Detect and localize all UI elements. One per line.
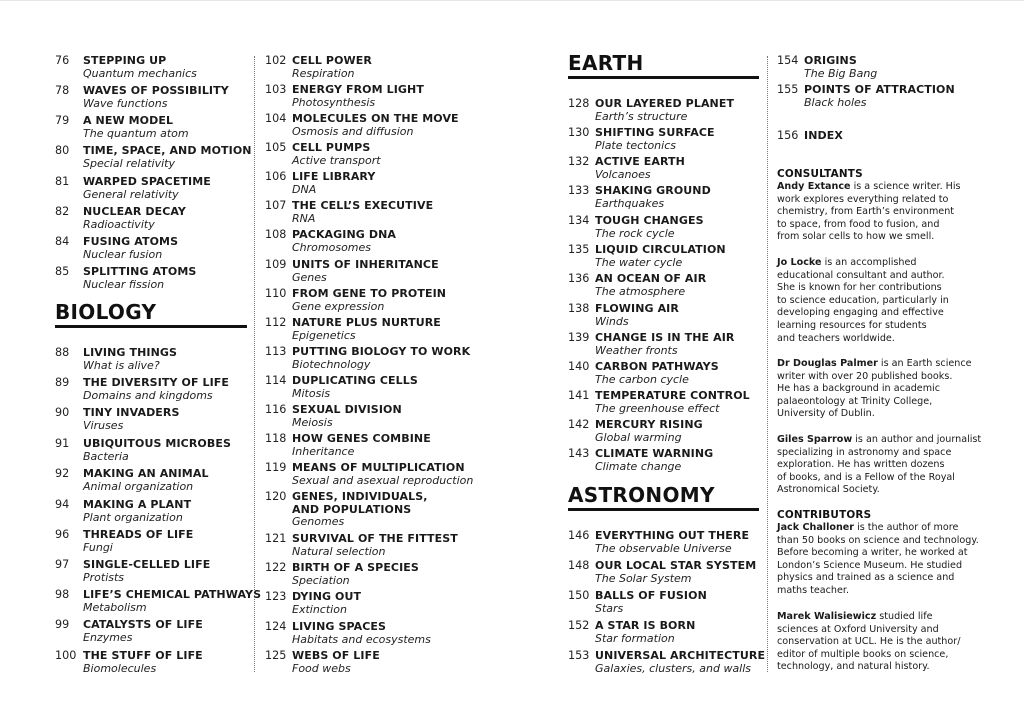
entry-subtitle: Stars (595, 601, 624, 615)
column-divider (767, 56, 768, 672)
section-rule (55, 325, 247, 328)
entry-title: FLOWING AIR (595, 302, 679, 315)
entry-subtitle: Climate change (595, 459, 682, 473)
entry-title: SHIFTING SURFACE (595, 126, 715, 139)
page-number: 140 (568, 360, 590, 373)
page-number: 139 (568, 331, 590, 344)
entry-title: TEMPERATURE CONTROL (595, 389, 750, 402)
entry-title: SEXUAL DIVISION (292, 403, 402, 416)
page-number: 82 (55, 205, 70, 218)
bio-text: He has a background in academic (777, 383, 940, 395)
entry-subtitle: Protists (83, 570, 125, 584)
bio-line (777, 585, 982, 598)
bio-name: Jo Locke (777, 257, 822, 268)
page-number: 124 (265, 620, 287, 633)
bio-text: is a science writer. His (850, 181, 961, 192)
entry-subtitle: Earth’s structure (595, 109, 688, 123)
entry-subtitle: Special relativity (83, 156, 175, 170)
entry-subtitle: Wave functions (83, 96, 168, 110)
entry-subtitle: Volcanoes (595, 167, 651, 181)
entry-title: CHANGE IS IN THE AIR (595, 331, 735, 344)
entry-subtitle: DNA (292, 182, 317, 196)
entry-title: WARPED SPACETIME (83, 175, 211, 188)
page-number: 84 (55, 235, 70, 248)
bio-text: is an author and journalist (852, 434, 982, 445)
page-number: 136 (568, 272, 590, 285)
entry-subtitle: The greenhouse effect (595, 401, 720, 415)
bio-line (777, 219, 982, 232)
page-number: 106 (265, 170, 287, 183)
entry-subtitle: RNA (292, 211, 316, 225)
bio-line (777, 522, 982, 535)
page-number: 142 (568, 418, 590, 431)
page-top-edge (0, 0, 1024, 1)
bio-text: from solar cells to how we smell. (777, 231, 935, 243)
entry-subtitle: Sexual and asexual reproduction (292, 473, 474, 487)
bio-paragraph (777, 611, 982, 674)
entry-subtitle: Genes (292, 270, 327, 284)
page-number: 88 (55, 346, 70, 359)
bio-line (777, 484, 982, 497)
page-number: 97 (55, 558, 70, 571)
entry-subtitle: Speciation (292, 573, 350, 587)
page-number: 148 (568, 559, 590, 572)
bio-text: technology, and natural history. (777, 661, 930, 673)
page-number: 94 (55, 498, 70, 511)
page-number: 76 (55, 54, 70, 67)
entry-title: SURVIVAL OF THE FITTEST (292, 532, 458, 545)
bio-line (777, 333, 982, 346)
bio-line (777, 282, 982, 295)
section-heading: EARTH (568, 51, 644, 75)
entry-title: CATALYSTS OF LIFE (83, 618, 203, 631)
bio-text: She is known for her contributions (777, 282, 942, 294)
entry-title: MOLECULES ON THE MOVE (292, 112, 459, 125)
entry-title: ENERGY FROM LIGHT (292, 83, 424, 96)
bio-paragraph (777, 358, 982, 421)
page-number: 107 (265, 199, 287, 212)
page-number: 118 (265, 432, 287, 445)
page-number: 113 (265, 345, 287, 358)
entry-subtitle: Photosynthesis (292, 95, 376, 109)
entry-subtitle: Biomolecules (83, 661, 157, 675)
page-number: 122 (265, 561, 287, 574)
entry-subtitle: The rock cycle (595, 226, 675, 240)
entry-subtitle: Chromosomes (292, 240, 372, 254)
contributors-heading: CONTRIBUTORS (777, 509, 872, 521)
bio-text: Astronomical Society. (777, 484, 880, 496)
entry-subtitle: Food webs (292, 661, 351, 675)
entry-subtitle: Plant organization (83, 510, 183, 524)
page-number: 138 (568, 302, 590, 315)
entry-title: MEANS OF MULTIPLICATION (292, 461, 465, 474)
entry-title: SPLITTING ATOMS (83, 265, 197, 278)
page-number: 98 (55, 588, 70, 601)
entry-title: POINTS OF ATTRACTION (804, 83, 955, 96)
bio-line (777, 358, 982, 371)
bio-text: is an Earth science (877, 358, 972, 369)
bio-line (777, 572, 982, 585)
page-number: 91 (55, 437, 70, 450)
page-number: 96 (55, 528, 70, 541)
page-number: 102 (265, 54, 287, 67)
entry-subtitle: The Solar System (595, 571, 692, 585)
entry-subtitle: Animal organization (83, 479, 194, 493)
bio-text: learning resources for students (777, 319, 927, 331)
entry-title: LIVING THINGS (83, 346, 178, 359)
bio-paragraph (777, 181, 982, 244)
bio-text: sciences at Oxford University and (777, 623, 939, 635)
page-number: 156 (777, 129, 799, 142)
bio-text: exploration. He has written dozens (777, 459, 945, 471)
entry-title: PUTTING BIOLOGY TO WORK (292, 345, 471, 358)
entry-subtitle: Galaxies, clusters, and walls (595, 661, 752, 675)
bio-text: editor of multiple books on science, (777, 648, 949, 660)
entry-subtitle: Viruses (83, 418, 124, 432)
entry-subtitle: Natural selection (292, 544, 386, 558)
page-number: 154 (777, 54, 799, 67)
bio-line (777, 396, 982, 409)
bio-name: Jack Challoner (777, 522, 855, 533)
entry-subtitle: The carbon cycle (595, 372, 689, 386)
entry-subtitle: Winds (595, 314, 629, 328)
entry-title: THREADS OF LIFE (83, 528, 194, 541)
entry-subtitle: The atmosphere (595, 284, 686, 298)
entry-title: INDEX (804, 129, 843, 142)
bio-text: of books, and is a Fellow of the Royal (777, 471, 955, 483)
page-number: 89 (55, 376, 70, 389)
page-number: 79 (55, 114, 70, 127)
entry-subtitle: Gene expression (292, 299, 385, 313)
entry-title: CARBON PATHWAYS (595, 360, 719, 373)
page-number: 108 (265, 228, 287, 241)
entry-title: TOUGH CHANGES (595, 214, 704, 227)
entry-title: WEBS OF LIFE (292, 649, 380, 662)
page-number: 116 (265, 403, 287, 416)
page-number: 109 (265, 258, 287, 271)
bio-line (777, 206, 982, 219)
entry-title: ORIGINS (804, 54, 857, 67)
page-number: 128 (568, 97, 590, 110)
bio-text: work explores everything related to (777, 193, 949, 205)
entry-subtitle: Epigenetics (292, 328, 356, 342)
page-number: 81 (55, 175, 70, 188)
entry-subtitle: Nuclear fusion (83, 247, 163, 261)
column-divider (254, 56, 255, 672)
entry-title: LIFE LIBRARY (292, 170, 376, 183)
entry-subtitle: The observable Universe (595, 541, 732, 555)
bio-line (777, 434, 982, 447)
page-number: 123 (265, 590, 287, 603)
page-number: 141 (568, 389, 590, 402)
entry-title: DUPLICATING CELLS (292, 374, 418, 387)
entry-title: THE STUFF OF LIFE (83, 649, 203, 662)
bio-line (777, 231, 982, 244)
entry-subtitle: Meiosis (292, 415, 333, 429)
entry-subtitle: Global warming (595, 430, 682, 444)
bio-text: University of Dublin. (777, 408, 875, 420)
entry-subtitle: Weather fronts (595, 343, 678, 357)
entry-title: AN OCEAN OF AIR (595, 272, 707, 285)
page-number: 150 (568, 589, 590, 602)
bio-line (777, 257, 982, 270)
entry-subtitle: Earthquakes (595, 196, 665, 210)
bio-text: developing engaging and effective (777, 307, 944, 319)
entry-title: CELL PUMPS (292, 141, 371, 154)
bio-text: specializing in astronomy and space (777, 446, 952, 458)
page-number: 143 (568, 447, 590, 460)
bio-line (777, 383, 982, 396)
bio-paragraph (777, 257, 982, 345)
page-number: 120 (265, 490, 287, 503)
bio-text: writer with over 20 published books. (777, 370, 953, 382)
page-number: 152 (568, 619, 590, 632)
entry-title: UNIVERSAL ARCHITECTURE (595, 649, 766, 662)
section-heading: BIOLOGY (55, 300, 157, 324)
bio-line (777, 535, 982, 548)
page-number: 133 (568, 184, 590, 197)
entry-title: LIQUID CIRCULATION (595, 243, 726, 256)
bio-text: London’s Science Museum. He studied (777, 559, 963, 571)
bio-text: is the author of more (854, 522, 959, 533)
page-number: 125 (265, 649, 287, 662)
entry-title: UNITS OF INHERITANCE (292, 258, 439, 271)
bio-line (777, 459, 982, 472)
bio-line (777, 447, 982, 460)
entry-subtitle: Biotechnology (292, 357, 371, 371)
entry-subtitle: Radioactivity (83, 217, 155, 231)
bio-text: than 50 books on science and technology. (777, 534, 979, 546)
entry-title: MAKING A PLANT (83, 498, 192, 511)
bio-line (777, 194, 982, 207)
entry-title: WAVES OF POSSIBILITY (83, 84, 229, 97)
entry-title: NATURE PLUS NURTURE (292, 316, 441, 329)
entry-subtitle: Metabolism (83, 600, 147, 614)
page-number: 153 (568, 649, 590, 662)
entry-title: LIVING SPACES (292, 620, 387, 633)
page-number: 114 (265, 374, 287, 387)
entry-subtitle: Osmosis and diffusion (292, 124, 414, 138)
bio-text: Before becoming a writer, he worked at (777, 547, 968, 559)
consultants-heading: CONSULTANTS (777, 168, 863, 180)
page-number: 105 (265, 141, 287, 154)
entry-title: PACKAGING DNA (292, 228, 397, 241)
page-number: 85 (55, 265, 70, 278)
page-number: 119 (265, 461, 287, 474)
page-number: 112 (265, 316, 287, 329)
bio-paragraph (777, 434, 982, 497)
entry-title: BIRTH OF A SPECIES (292, 561, 419, 574)
entry-title: HOW GENES COMBINE (292, 432, 431, 445)
entry-title: TIME, SPACE, AND MOTION (83, 144, 252, 157)
entry-title: DYING OUT (292, 590, 362, 603)
section-heading: ASTRONOMY (568, 483, 715, 507)
bio-line (777, 547, 982, 560)
bio-line (777, 270, 982, 283)
entry-title: A STAR IS BORN (595, 619, 696, 632)
bio-line (777, 560, 982, 573)
bio-text: chemistry, from Earth’s environment (777, 206, 955, 218)
entry-subtitle: Bacteria (83, 449, 129, 463)
entry-title: OUR LAYERED PLANET (595, 97, 735, 110)
entry-title: TINY INVADERS (83, 406, 180, 419)
entry-title: GENES, INDIVIDUALS, (292, 490, 428, 503)
bio-line (777, 408, 982, 421)
entry-title: FROM GENE TO PROTEIN (292, 287, 447, 300)
entry-title: CLIMATE WARNING (595, 447, 714, 460)
section-rule (568, 76, 759, 79)
section-rule (568, 508, 759, 511)
page-number: 78 (55, 84, 70, 97)
bio-name: Marek Walisiewicz (777, 611, 877, 622)
bio-line (777, 307, 982, 320)
page-number: 130 (568, 126, 590, 139)
bio-text: maths teacher. (777, 584, 850, 596)
bio-text: physics and trained as a science and (777, 572, 955, 584)
entry-subtitle: Nuclear fission (83, 277, 165, 291)
page-number: 155 (777, 83, 799, 96)
entry-title: UBIQUITOUS MICROBES (83, 437, 231, 450)
bio-name: Giles Sparrow (777, 434, 853, 445)
entry-title: THE DIVERSITY OF LIFE (83, 376, 230, 389)
entry-title-line-2: AND POPULATIONS (292, 502, 412, 516)
entry-subtitle: Domains and kingdoms (83, 388, 213, 402)
entry-title: SINGLE-CELLED LIFE (83, 558, 211, 571)
entry-title: THE CELL’S EXECUTIVE (292, 199, 434, 212)
bio-text: is an accomplished (821, 257, 917, 268)
entry-subtitle: The water cycle (595, 255, 683, 269)
entry-subtitle: Black holes (804, 95, 867, 109)
entry-subtitle: Plate tectonics (595, 138, 676, 152)
bio-text: to science education, particularly in (777, 294, 949, 306)
entry-title: MAKING AN ANIMAL (83, 467, 209, 480)
entry-subtitle: Active transport (292, 153, 381, 167)
bio-line (777, 295, 982, 308)
bio-name: Andy Extance (777, 181, 851, 192)
entry-title: A NEW MODEL (83, 114, 174, 127)
entry-title: ACTIVE EARTH (595, 155, 685, 168)
entry-subtitle: What is alive? (83, 358, 160, 372)
entry-subtitle: Genomes (292, 515, 345, 528)
entry-title: EVERYTHING OUT THERE (595, 529, 750, 542)
bio-line (777, 371, 982, 384)
entry-subtitle: Mitosis (292, 386, 331, 400)
bio-line (777, 320, 982, 333)
page-number: 103 (265, 83, 287, 96)
entry-title: LIFE’S CHEMICAL PATHWAYS (83, 588, 262, 601)
entry-title: FUSING ATOMS (83, 235, 179, 248)
page-number: 80 (55, 144, 70, 157)
bio-line (777, 472, 982, 485)
bio-line (777, 636, 982, 649)
bio-line (777, 181, 982, 194)
bio-line (777, 661, 982, 674)
page-number: 90 (55, 406, 70, 419)
entry-subtitle: Habitats and ecosystems (292, 632, 431, 646)
entry-title: CELL POWER (292, 54, 372, 67)
entry-title: STEPPING UP (83, 54, 167, 67)
entry-subtitle: Enzymes (83, 630, 133, 644)
entry-title: BALLS OF FUSION (595, 589, 707, 602)
page-number: 134 (568, 214, 590, 227)
entry-subtitle: Fungi (83, 540, 113, 554)
entry-subtitle: Extinction (292, 602, 347, 616)
bio-line (777, 624, 982, 637)
bio-text: studied life (876, 611, 933, 622)
entry-subtitle: Respiration (292, 66, 355, 80)
bio-line (777, 649, 982, 662)
page-number: 100 (55, 649, 77, 662)
bio-text: and teachers worldwide. (777, 332, 895, 344)
page-number: 132 (568, 155, 590, 168)
entry-subtitle: The Big Bang (804, 66, 878, 80)
bio-line (777, 611, 982, 624)
page-number: 104 (265, 112, 287, 125)
bio-text: to space, from food to fusion, and (777, 218, 940, 230)
page-number: 121 (265, 532, 287, 545)
page-number: 92 (55, 467, 70, 480)
page-number: 146 (568, 529, 590, 542)
bio-text: conservation at UCL. He is the author/ (777, 636, 961, 648)
entry-subtitle: Star formation (595, 631, 675, 645)
entry-title: SHAKING GROUND (595, 184, 711, 197)
page-number: 135 (568, 243, 590, 256)
entry-subtitle: Quantum mechanics (83, 66, 197, 80)
bio-text: educational consultant and author. (777, 269, 945, 281)
entry-title: MERCURY RISING (595, 418, 703, 431)
entry-subtitle: General relativity (83, 187, 179, 201)
page-number: 99 (55, 618, 70, 631)
page-number: 110 (265, 287, 287, 300)
bio-paragraph (777, 522, 982, 598)
bio-name: Dr Douglas Palmer (777, 358, 878, 369)
entry-title: NUCLEAR DECAY (83, 205, 186, 218)
entry-title: OUR LOCAL STAR SYSTEM (595, 559, 757, 572)
entry-subtitle: Inheritance (292, 444, 355, 458)
bio-text: palaeontology at Trinity College, (777, 395, 933, 407)
entry-subtitle: The quantum atom (83, 126, 189, 140)
